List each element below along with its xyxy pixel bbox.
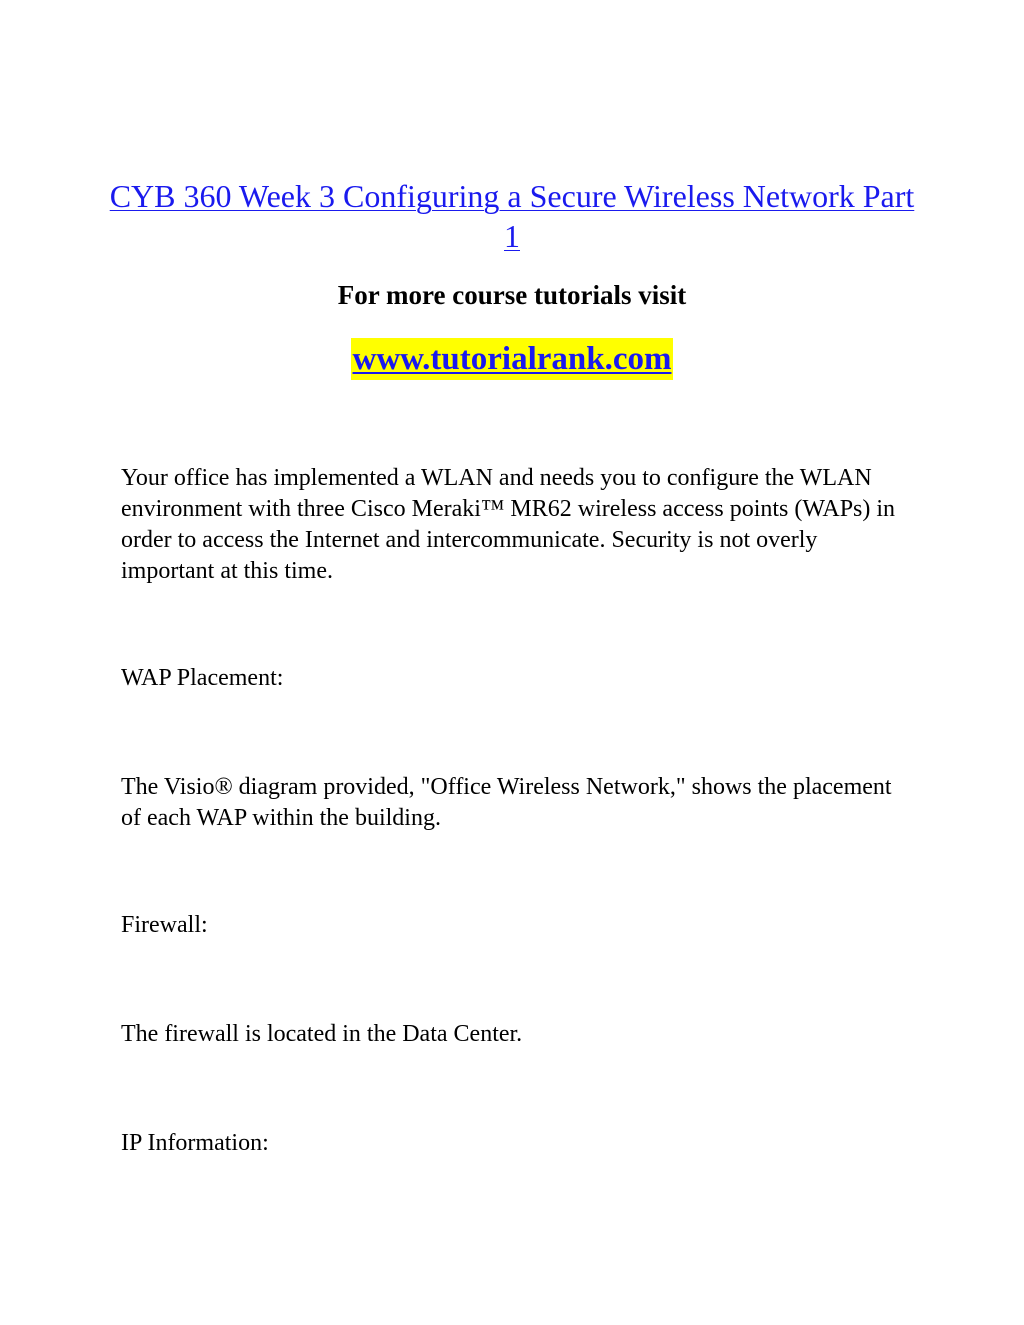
firewall-paragraph: The firewall is located in the Data Center. [121,1021,523,1047]
firewall-heading: Firewall: [121,912,208,938]
tutorials-subtitle: For more course tutorials visit [337,280,687,310]
wap-placement-heading: WAP Placement: [121,665,284,691]
document-title-link[interactable]: CYB 360 Week 3 Configuring a Secure Wireless Network Part 1 [109,178,915,254]
intro-paragraph: Your office has implemented a WLAN and needs you to configure the WLAN environment with three Cisco Meraki™ MR62 wireless access points (WAPs) in order to access the Internet and intercommunicate. Security is not overly important at this time. [121,465,896,584]
tutorialrank-link[interactable]: www.tutorialrank.com [351,338,674,380]
site-link-container [0,338,1024,380]
ip-information-heading: IP Information: [121,1130,269,1156]
wap-placement-paragraph: The Visio® diagram provided, "Office Wireless Network," shows the placement of each WAP within the building. [121,774,892,831]
